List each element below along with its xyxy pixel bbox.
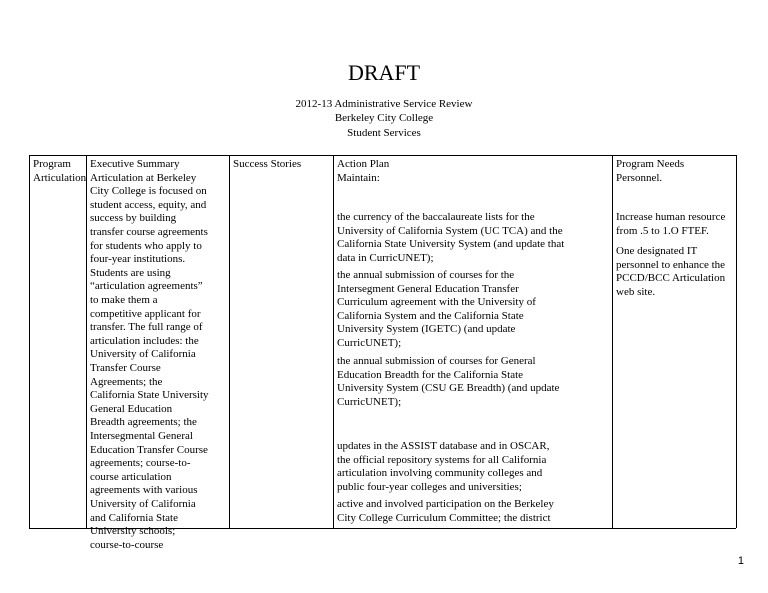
summary-line: and California State [90, 511, 178, 524]
subtitle-college: Berkeley City College [334, 112, 434, 124]
summary-line: California State University [90, 389, 209, 402]
summary-line: University of California [90, 348, 196, 361]
summary-line: transfer course agreements [90, 226, 208, 238]
summary-line: transfer. The full range of [90, 321, 203, 334]
program-needs-heading: Program Needs [616, 158, 685, 170]
summary-line: Transfer Course [90, 362, 161, 374]
summary-line: for students who apply to [90, 239, 202, 252]
action-plan-line: the annual submission of courses for the [337, 269, 515, 281]
summary-line: City College is focused on [90, 185, 207, 198]
action-plan-line: University of California System (UC TCA) and the [337, 224, 563, 237]
action-plan-line: articulation involving community colleges and [337, 467, 543, 480]
table-border-col4 [612, 155, 613, 528]
summary-line: University schools; [90, 525, 176, 538]
summary-line: Breadth agreements; the [90, 416, 197, 429]
action-plan-line: updates in the ASSIST database and in OSCAR, [337, 440, 550, 452]
program-needs-line: web site. [616, 285, 656, 298]
table-border-col3 [333, 155, 334, 528]
program-needs-line: Increase human resource [616, 211, 726, 223]
summary-line: University of California [90, 498, 196, 510]
summary-line: “articulation agreements” [90, 280, 203, 293]
action-plan-line: CurricUNET); [337, 337, 402, 349]
summary-line: Articulation at Berkeley [90, 171, 197, 184]
summary-line: to make them a [90, 294, 158, 306]
table-border-right [736, 155, 737, 528]
program-value: Articulation [33, 171, 87, 184]
subtitle-review: 2012-13 Administrative Service Review [295, 98, 473, 110]
action-plan-line: the annual submission of courses for General [337, 355, 536, 367]
summary-line: articulation includes: the [90, 334, 199, 347]
action-plan-line: California State University System (and update that [337, 238, 565, 251]
action-plan-heading: Action Plan [337, 158, 390, 170]
action-plan-line: public four-year colleges and universities; [337, 480, 522, 493]
summary-line: course-to-course [90, 538, 164, 551]
subtitle-department: Student Services [347, 127, 421, 139]
summary-line: Agreements; the [90, 375, 163, 388]
summary-line: student access, equity, and [90, 198, 207, 211]
action-plan-line: Intersegment General Education Transfer [337, 282, 519, 295]
program-needs-line: personnel to enhance the [616, 258, 726, 271]
summary-line: Education Transfer Course [90, 443, 208, 456]
action-plan-line: the currency of the baccalaureate lists for the [337, 211, 535, 223]
program-needs-line: PCCD/BCC Articulation [616, 272, 726, 285]
summary-line: agreements with various [90, 484, 198, 497]
action-plan-line: data in CurricUNET); [337, 251, 434, 264]
action-plan-line: University System (IGETC) (and update [337, 323, 516, 336]
action-plan-line: Education Breadth for the California State [337, 368, 524, 381]
summary-line: four-year institutions. [90, 253, 186, 266]
summary-line: Students are using [90, 266, 171, 279]
success-stories-heading: Success Stories [233, 158, 302, 170]
summary-line: competitive applicant for [90, 307, 201, 320]
action-plan-intro: Maintain: [337, 171, 380, 184]
action-plan-line: active and involved participation on the Berkeley [337, 498, 554, 510]
summary-line: agreements; course-to- [90, 457, 191, 470]
action-plan-line: CurricUNET); [337, 395, 402, 408]
action-plan-line: the official repository systems for all California [337, 453, 547, 466]
action-plan-line: California System and the California State [337, 309, 524, 322]
page-title: DRAFT [347, 60, 421, 85]
table-border-left [29, 155, 30, 528]
table-top-border [29, 155, 736, 156]
executive-summary-heading: Executive Summary [90, 158, 180, 170]
action-plan-line: City College Curriculum Committee; the district [337, 511, 551, 524]
table-border-col1 [86, 155, 87, 528]
summary-line: Intersegmental General [90, 430, 193, 442]
program-needs-line: One designated IT [616, 245, 698, 257]
table-border-col2 [229, 155, 230, 528]
summary-line: course articulation [90, 470, 172, 483]
summary-line: General Education [90, 402, 173, 415]
action-plan-line: University System (CSU GE Breadth) (and update [337, 382, 560, 395]
program-needs-intro: Personnel. [616, 171, 663, 184]
page-number: 1 [737, 555, 744, 567]
program-heading: Program [33, 158, 71, 170]
summary-line: success by building [90, 212, 177, 225]
program-needs-line: from .5 to 1.O FTEF. [616, 224, 709, 237]
action-plan-line: Curriculum agreement with the University of [337, 296, 536, 309]
